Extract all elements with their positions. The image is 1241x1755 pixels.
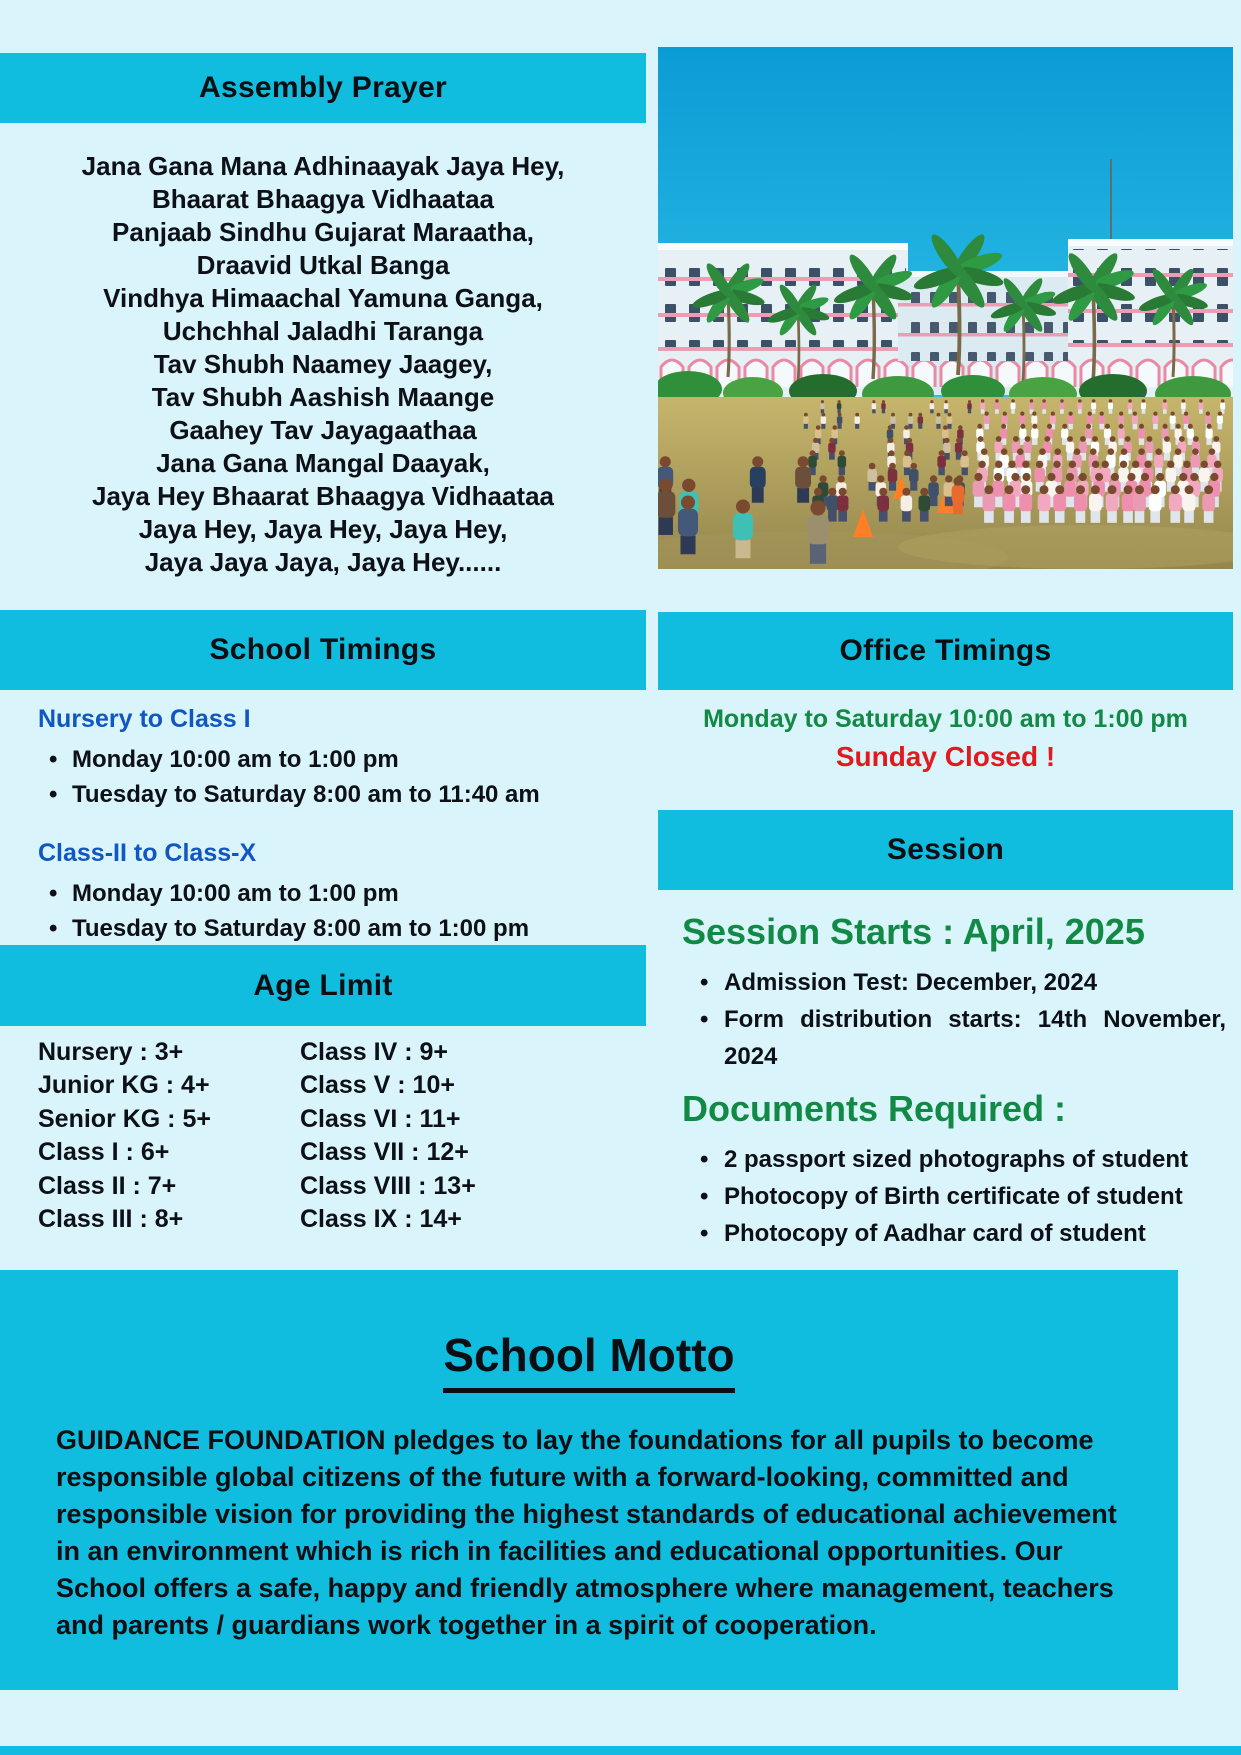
assembly-photo bbox=[658, 47, 1233, 569]
office-timings-header bbox=[658, 612, 1233, 690]
age-item: Class III : 8+ bbox=[38, 1205, 184, 1234]
prayer-line: Gaahey Tav Jayagaathaa bbox=[169, 415, 477, 445]
timing-group-nursery bbox=[38, 704, 623, 812]
age-item: Senior KG : 5+ bbox=[38, 1104, 211, 1133]
assembly-prayer-text bbox=[0, 150, 646, 579]
office-open-line: Monday to Saturday 10:00 am to 1:00 pm bbox=[703, 705, 1188, 733]
bottom-accent-strip bbox=[0, 1746, 1241, 1755]
session-item: • Admission Test: December, 2024 bbox=[724, 964, 1226, 1001]
prayer-line: Jaya Jaya Jaya, Jaya Hey...... bbox=[144, 547, 502, 577]
school-motto-title: School Motto bbox=[443, 1328, 734, 1393]
session-header bbox=[658, 810, 1233, 890]
age-limit-title: Age Limit bbox=[253, 968, 393, 1002]
document-item: • Photocopy of Aadhar card of student bbox=[724, 1215, 1226, 1252]
session-starts-heading: Session Starts : April, 2025 bbox=[682, 911, 1145, 952]
age-item: Class VII : 12+ bbox=[300, 1138, 469, 1167]
documents-required-heading: Documents Required : bbox=[682, 1088, 1067, 1129]
prayer-line: Bhaarat Bhaagya Vidhaataa bbox=[152, 184, 494, 214]
session-item: • Form distribution starts: 14th November, 2024 bbox=[724, 1001, 1226, 1075]
prayer-line: Vindhya Himaachal Yamuna Ganga, bbox=[103, 283, 543, 313]
age-item: Class IX : 14+ bbox=[300, 1205, 462, 1234]
age-item: Class VIII : 13+ bbox=[300, 1171, 476, 1200]
office-closed-line: Sunday Closed ! bbox=[835, 741, 1056, 772]
age-item: Nursery : 3+ bbox=[38, 1038, 184, 1066]
school-motto-section bbox=[0, 1270, 1178, 1690]
school-timings-content bbox=[38, 704, 623, 946]
age-limit-right-column bbox=[300, 1036, 476, 1236]
document-item: • 2 passport sized photographs of student bbox=[724, 1141, 1226, 1178]
assembly-prayer-header bbox=[0, 53, 646, 123]
age-limit-left-column bbox=[38, 1036, 211, 1236]
document-item: • Photocopy of Birth certificate of student bbox=[724, 1178, 1226, 1215]
age-item: Junior KG : 4+ bbox=[38, 1071, 210, 1100]
age-item: Class IV : 9+ bbox=[300, 1038, 448, 1066]
prayer-line: Draavid Utkal Banga bbox=[196, 250, 450, 280]
school-motto-paragraph: GUIDANCE FOUNDATION pledges to lay the foundations for all pupils to become responsible global citizens of the future with a forward-looking, committed and responsible vision for providing the highest standards of educational achievement in an environment which is rich in facilities and educational opportunities. Our School offers a safe, happy and friendly atmosphere where management, teachers and parents / guardians work together in a spirit of cooperation. bbox=[56, 1425, 1117, 1640]
office-timings-content bbox=[658, 702, 1233, 778]
prayer-line: Jaya Hey Bhaarat Bhaagya Vidhaataa bbox=[92, 481, 554, 511]
timing-item: • Tuesday to Saturday 8:00 am to 1:00 pm bbox=[72, 911, 623, 946]
school-timings-header bbox=[0, 610, 646, 690]
age-item: Class I : 6+ bbox=[38, 1138, 170, 1167]
timing-group-heading: Nursery to Class I bbox=[38, 705, 251, 733]
prayer-line: Jana Gana Mana Adhinaayak Jaya Hey, bbox=[81, 151, 565, 181]
age-item: Class II : 7+ bbox=[38, 1171, 177, 1200]
assembly-prayer-title: Assembly Prayer bbox=[199, 71, 447, 104]
prayer-line: Panjaab Sindhu Gujarat Maraatha, bbox=[112, 217, 534, 247]
prayer-line: Jaya Hey, Jaya Hey, Jaya Hey, bbox=[138, 514, 508, 544]
timing-group-class2-10 bbox=[38, 838, 623, 946]
office-timings-title: Office Timings bbox=[839, 634, 1052, 667]
prayer-line: Uchchhal Jaladhi Taranga bbox=[162, 316, 484, 346]
age-limit-header bbox=[0, 945, 646, 1026]
prayer-line: Jana Gana Mangal Daayak, bbox=[156, 448, 490, 478]
session-content bbox=[658, 910, 1233, 1252]
session-title: Session bbox=[886, 833, 1005, 866]
timing-group-heading: Class-II to Class-X bbox=[38, 839, 257, 867]
school-timings-title: School Timings bbox=[209, 633, 437, 666]
prayer-line: Tav Shubh Aashish Maange bbox=[151, 382, 495, 412]
prayer-line: Tav Shubh Naamey Jaagey, bbox=[153, 349, 493, 379]
timing-item: • Monday 10:00 am to 1:00 pm bbox=[72, 876, 623, 911]
timing-item: • Monday 10:00 am to 1:00 pm bbox=[72, 742, 623, 777]
timing-item: • Tuesday to Saturday 8:00 am to 11:40 am bbox=[72, 777, 623, 812]
age-item: Class V : 10+ bbox=[300, 1071, 455, 1100]
age-item: Class VI : 11+ bbox=[300, 1104, 461, 1133]
